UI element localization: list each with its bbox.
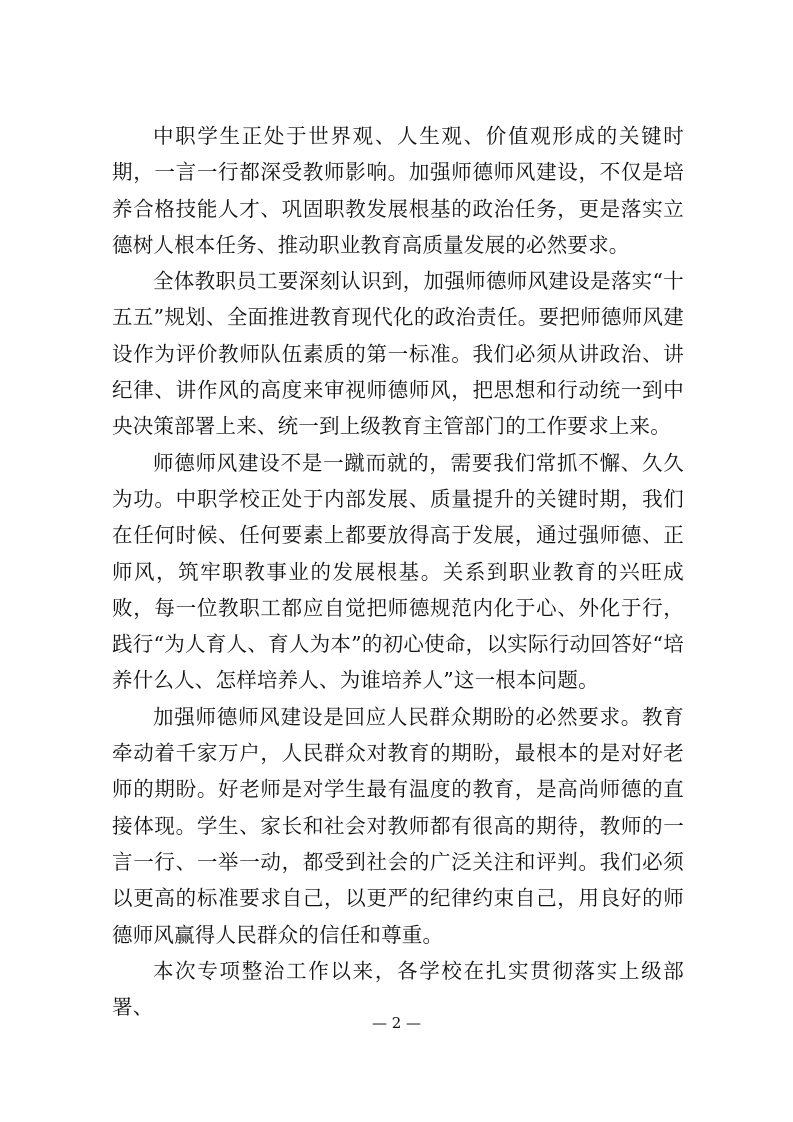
paragraph-4: 加强师德师风建设是回应人民群众期盼的必然要求。教育牵动着千家万户，人民群众对教育的期盼，最根本的是对好老师的期盼。好老师是对学生最有温度的教育，是高尚师德的直接体现。学生、家长和社会对教师都有很高的期待，教师的一言一行、一举一动，都受到社会的广泛关注和评判。我们必须以更高的标准要求自己，以更严的纪律约束自己，用良好的师德师风赢得人民群众的信任和尊重。: [112, 704, 684, 947]
paragraph-1: 中职学生正处于世界观、人生观、价值观形成的关键时期，一言一行都深受教师影响。加强师德师风建设，不仅是培养合格技能人才、巩固职教发展根基的政治任务，更是落实立德树人根本任务、推动职业教育高质量发展的必然要求。: [112, 124, 684, 257]
document-body: [112, 118, 684, 1025]
paragraph-3: 师德师风建设不是一蹴而就的，需要我们常抓不懈、久久为功。中职学校正处于内部发展、质量提升的关键时期，我们在任何时候、任何要素上都要放得高于发展，通过强师德、正师风，筑牢职教事业的发展根基。关系到职业教育的兴旺成败，每一位教职工都应自觉把师德规范内化于心、外化于行，践行“为人育人、育人为本”的初心使命，以实际行动回答好“培养什么人、怎样培养人、为谁培养人”这一根本问题。: [112, 450, 684, 693]
paragraph-5: 本次专项整治工作以来，各学校在扎实贯彻落实上级部署、: [112, 958, 684, 1020]
paragraph-2: 全体教职员工要深刻认识到，加强师德师风建设是落实“十五五”规划、全面推进教育现代化的政治责任。要把师德师风建设作为评价教师队伍素质的第一标准。我们必须从讲政治、讲纪律、讲作风的高度来审视师德师风，把思想和行动统一到中央决策部署上来、统一到上级教育主管部门的工作要求上来。: [112, 269, 684, 439]
page-number: — 2 —: [371, 1014, 422, 1032]
